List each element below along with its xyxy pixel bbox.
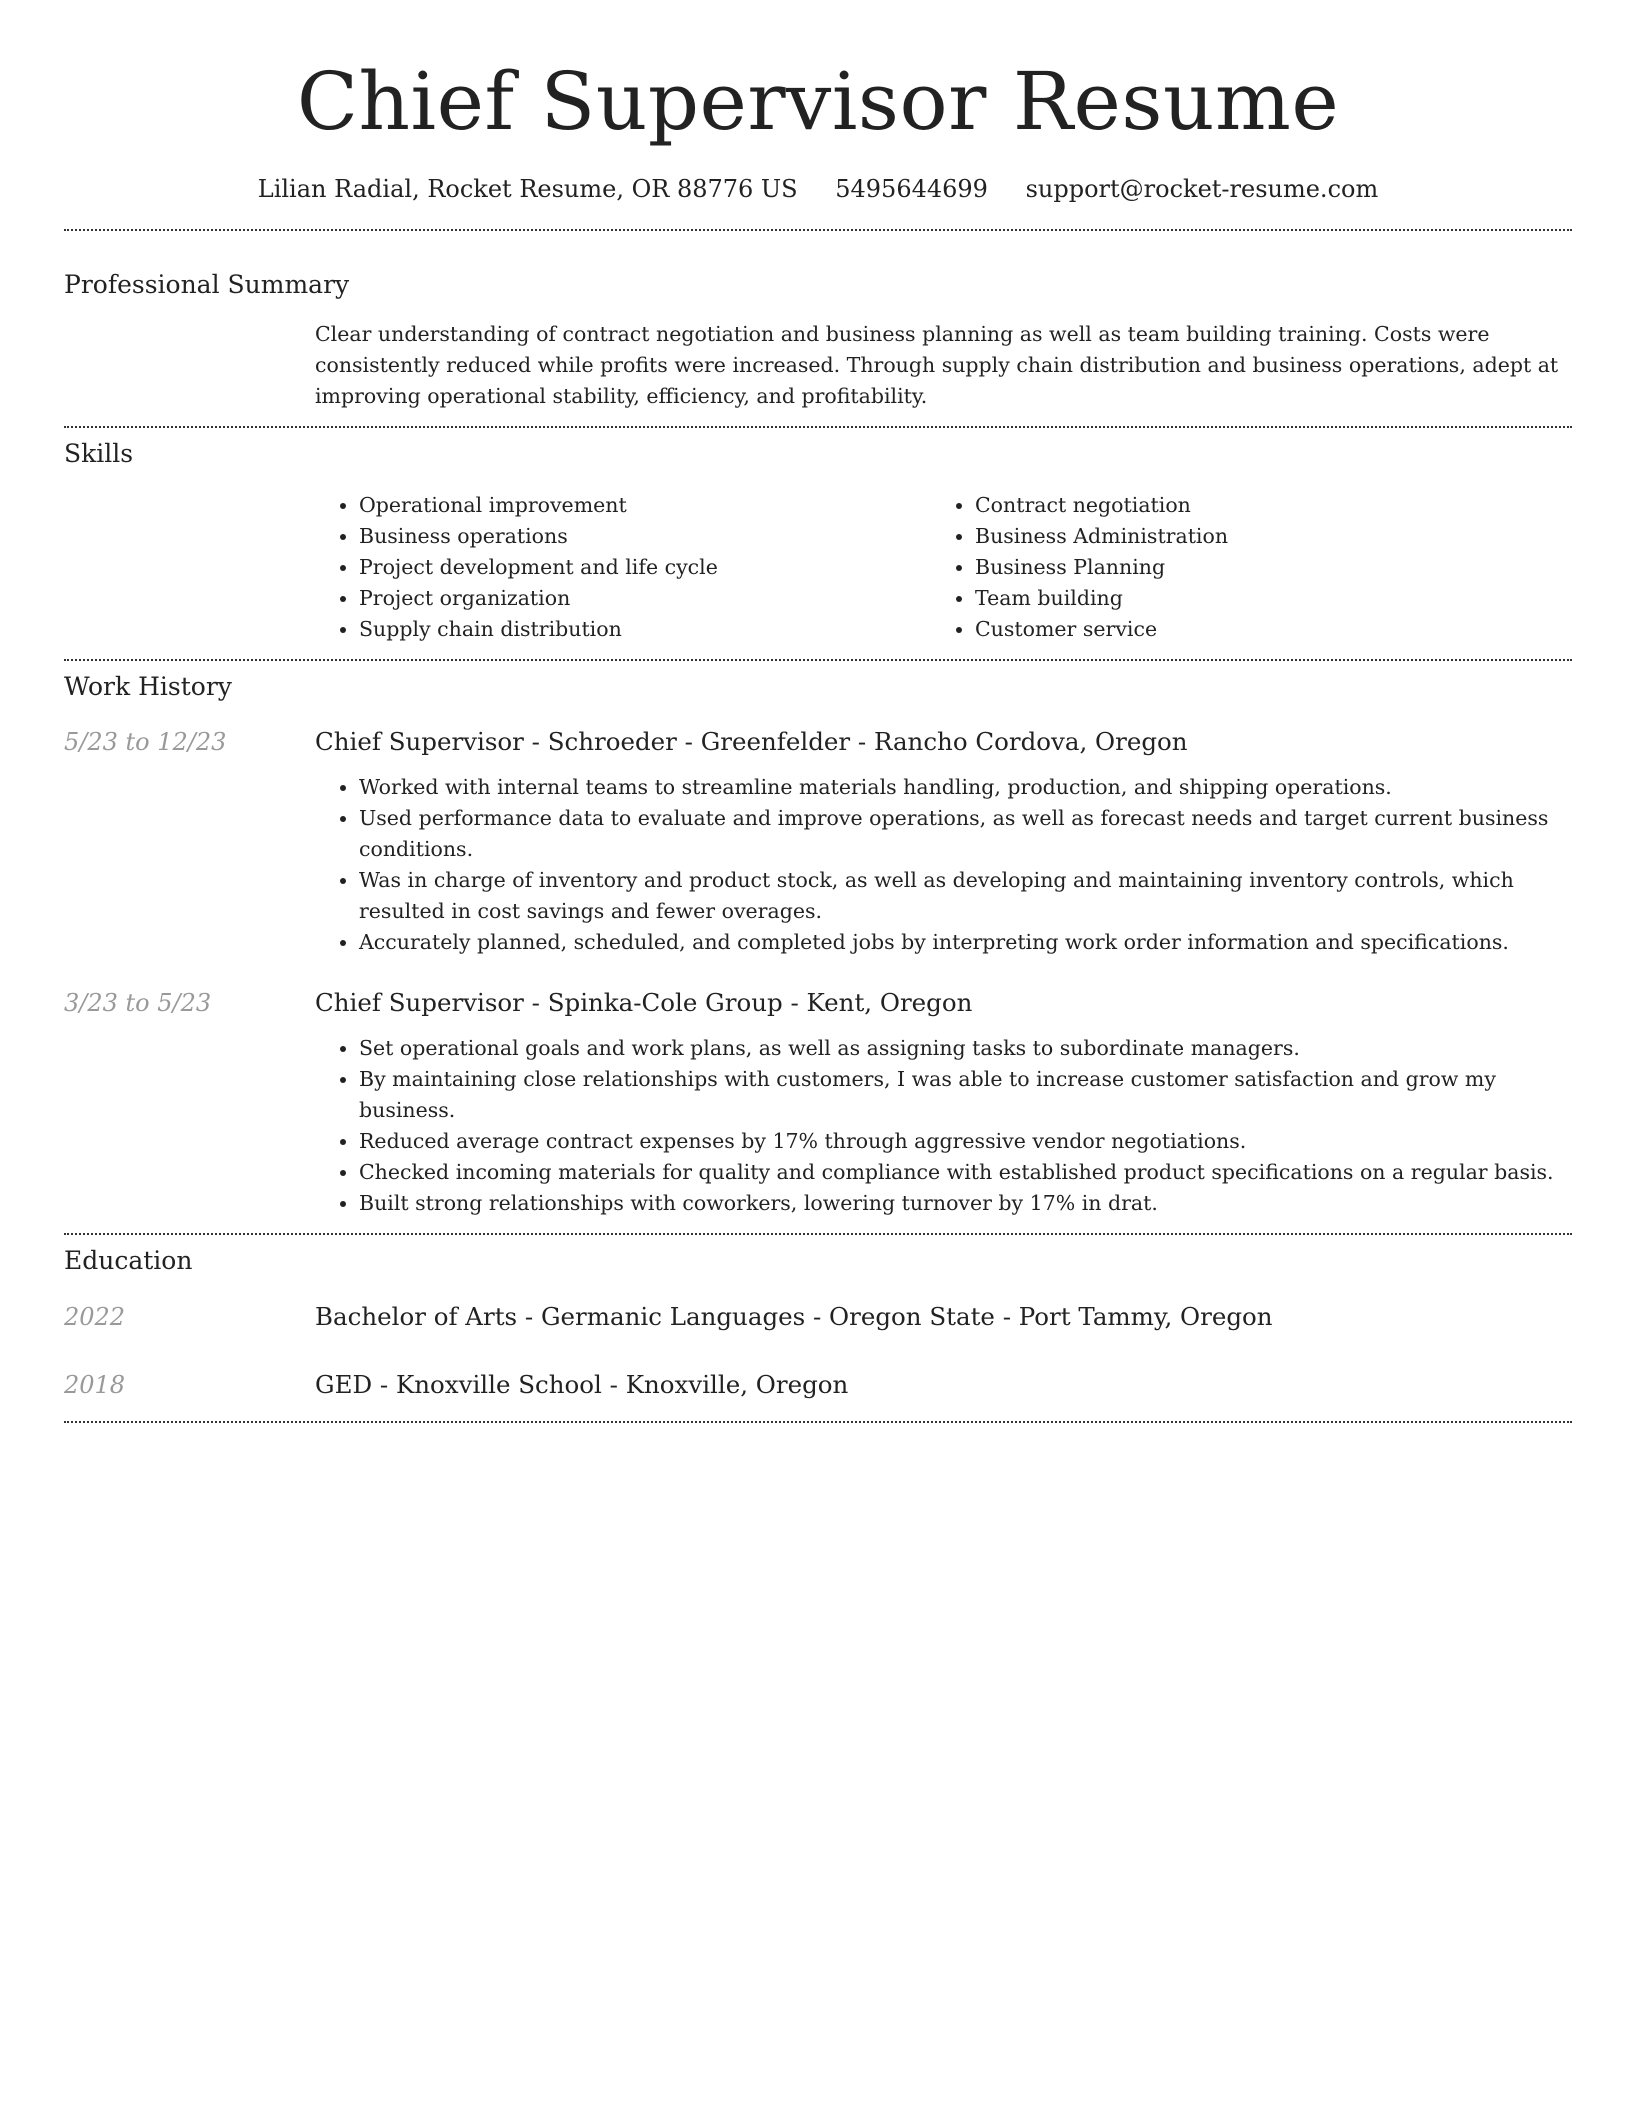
section-divider [64, 229, 1572, 231]
contact-info [64, 172, 1572, 206]
job-header [64, 987, 1572, 1019]
skill-item: • Project organization [359, 583, 931, 614]
skills-section [64, 438, 1572, 645]
job-bullets [315, 1033, 1572, 1219]
skill-item: • Contract negotiation [975, 490, 1547, 521]
job-entry [64, 987, 1572, 1219]
job-bullet: • Used performance data to evaluate and improve operations, as well as forecast needs and target current business conditions. [359, 803, 1572, 865]
job-dates: 3/23 to 5/23 [64, 989, 212, 1017]
skill-item: • Business Administration [975, 521, 1547, 552]
job-dates: 5/23 to 12/23 [64, 728, 227, 756]
education-entry [64, 1369, 1572, 1401]
job-bullet: • By maintaining close relationships with customers, I was able to increase customer satisfaction and grow my business. [359, 1064, 1572, 1126]
job-bullet: • Reduced average contract expenses by 17% through aggressive vendor negotiations. [359, 1126, 1572, 1157]
skill-item: • Operational improvement [359, 490, 931, 521]
section-divider [64, 1233, 1572, 1235]
skills-list [315, 490, 1572, 645]
contact-email: support@rocket-resume.com [1025, 175, 1379, 203]
job-bullets [315, 772, 1572, 958]
job-bullet: • Worked with internal teams to streamline materials handling, production, and shipping operations. [359, 772, 1572, 803]
education-entry [64, 1301, 1572, 1333]
job-bullet: • Set operational goals and work plans, as well as assigning tasks to subordinate managers. [359, 1033, 1572, 1064]
education-title: Bachelor of Arts - Germanic Languages - Oregon State - Port Tammy, Oregon [315, 1302, 1273, 1331]
section-divider [64, 1421, 1572, 1423]
skills-column-right [931, 490, 1547, 645]
job-bullet: • Was in charge of inventory and product stock, as well as developing and maintaining inventory controls, which resulted in cost savings and fewer overages. [359, 865, 1572, 927]
job-bullet: • Checked incoming materials for quality and compliance with established product specifications on a regular basis. [359, 1157, 1572, 1188]
skill-item: • Business Planning [975, 552, 1547, 583]
resume-title: Chief Supervisor Resume [296, 55, 1340, 148]
education-title: GED - Knoxville School - Knoxville, Oregon [315, 1370, 849, 1399]
skill-item: • Supply chain distribution [359, 614, 931, 645]
skills-column-left [315, 490, 931, 645]
skill-item: • Team building [975, 583, 1547, 614]
section-divider [64, 426, 1572, 428]
summary-body [315, 319, 1572, 412]
skill-item: • Customer service [975, 614, 1547, 645]
section-divider [64, 659, 1572, 661]
resume-page [64, 0, 1572, 1423]
education-year: 2018 [64, 1371, 126, 1399]
job-bullet: • Accurately planned, scheduled, and completed jobs by interpreting work order information and specifications. [359, 927, 1572, 958]
education-heading: Education [64, 1246, 193, 1275]
education-year: 2022 [64, 1303, 126, 1331]
job-bullet: • Built strong relationships with coworkers, lowering turnover by 17% in drat. [359, 1188, 1572, 1219]
summary-heading: Professional Summary [64, 270, 350, 299]
skill-item: • Project development and life cycle [359, 552, 931, 583]
work-history-section [64, 671, 1572, 1219]
contact-address: Lilian Radial, Rocket Resume, OR 88776 US [257, 175, 798, 203]
skill-item: • Business operations [359, 521, 931, 552]
job-header [64, 726, 1572, 758]
job-title: Chief Supervisor - Schroeder - Greenfelder - Rancho Cordova, Oregon [315, 727, 1188, 756]
contact-phone: 5495644699 [835, 175, 988, 203]
work-history-heading: Work History [64, 672, 232, 701]
education-section [64, 1245, 1572, 1401]
skills-heading: Skills [64, 439, 134, 468]
summary-section [64, 269, 1572, 412]
job-entry [64, 726, 1572, 958]
job-title: Chief Supervisor - Spinka-Cole Group - Kent, Oregon [315, 988, 973, 1017]
summary-text: Clear understanding of contract negotiation and business planning as well as team building training. Costs were consistently reduced while profits were increased. Through supply chain distribution and business operations, adept at improving operational stability, efficiency, and profitability. [315, 322, 1559, 408]
